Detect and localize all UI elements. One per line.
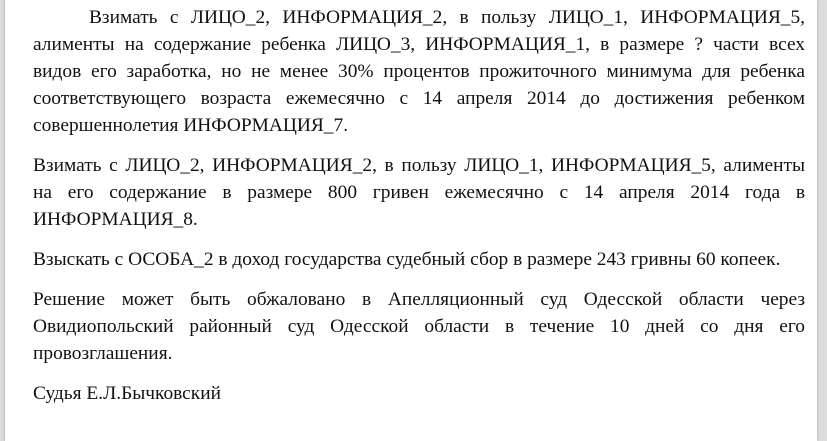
paragraph-court-fee: Взыскать с ОСОБА_2 в доход государства судебный сбор в размере 243 гривны 60 копеек. <box>33 249 781 270</box>
paragraph-appeal: Решение может быть обжаловано в Апелляционный суд Одесской области через Овидиопольский районный суд Одесской области в течение 10 дней со дня его провозглашения. <box>33 289 805 364</box>
paragraph-alimony-percentage: Взимать с ЛИЦО_2, ИНФОРМАЦИЯ_2, в пользу ЛИЦО_1, ИНФОРМАЦИЯ_5, алименты на содержание ребенка ЛИЦО_3, ИНФОРМАЦИЯ_1, в размере ? части всех видов его заработка, но не менее 30% процентов прожиточного минимума для ребенка соответствующего возраста ежемесячно с 14 апреля 2014 до достижения ребенком совершеннолетия ИНФОРМАЦИЯ_7. <box>33 7 805 136</box>
judge-signature: Судья Е.Л.Бычковский <box>33 383 221 404</box>
paragraph-alimony-fixed: Взимать с ЛИЦО_2, ИНФОРМАЦИЯ_2, в пользу ЛИЦО_1, ИНФОРМАЦИЯ_5, алименты на его содержание в размере 800 гривен ежемесячно с 14 апреля 2014 года в ИНФОРМАЦИЯ_8. <box>33 155 805 230</box>
document-page <box>5 0 817 441</box>
